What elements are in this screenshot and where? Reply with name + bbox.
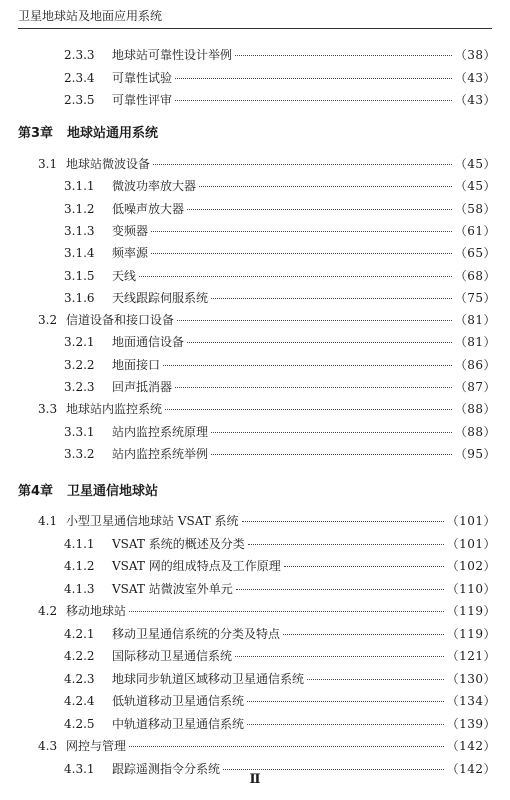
page-number: Ⅱ	[249, 772, 261, 787]
toc-entry[interactable]: 2.3.5 可靠性评审 （43）	[64, 93, 496, 107]
toc-entry[interactable]: 2.3.4 可靠性试验 （43）	[64, 71, 496, 85]
toc-entry[interactable]: 4.1.1 VSAT 系统的概述及分类 （101）	[64, 536, 496, 551]
toc-section-entry[interactable]: 3.3 地球站内监控系统 （88）	[38, 402, 496, 417]
toc-entry[interactable]: 3.3.2 站内监控系统举例 （95）	[64, 446, 496, 461]
toc-entry[interactable]: 4.3.1 跟踪遥测指令分系统 （142）	[64, 761, 496, 776]
toc-entry[interactable]: 4.2.3 地球同步轨道区域移动卫星通信系统 （130）	[64, 671, 496, 686]
toc-entry[interactable]: 3.1.3 变频器 （61）	[64, 223, 496, 238]
toc-entry[interactable]: 4.2.2 国际移动卫星通信系统 （121）	[64, 649, 496, 663]
toc-section-entry[interactable]: 3.2 信道设备和接口设备 （81）	[38, 313, 496, 328]
toc-entry[interactable]: 4.2.5 中轨道移动卫星通信系统 （139）	[64, 716, 496, 731]
toc-entry[interactable]: 3.1.5 天线 （68）	[64, 268, 496, 283]
toc-section-entry[interactable]: 4.2 移动地球站 （119）	[38, 604, 496, 618]
toc-entry[interactable]: 4.1.3 VSAT 站微波室外单元 （110）	[64, 581, 496, 596]
toc-entry[interactable]: 3.2.1 地面通信设备 （81）	[64, 335, 496, 350]
toc-entry[interactable]: 3.3.1 站内监控系统原理 （88）	[64, 424, 496, 439]
toc-section-entry[interactable]: 3.1 地球站微波设备 （45）	[38, 157, 496, 171]
toc-entry[interactable]: 4.2.4 低轨道移动卫星通信系统 （134）	[64, 694, 496, 708]
toc-entry[interactable]: 4.2.1 移动卫星通信系统的分类及特点 （119）	[64, 626, 496, 641]
toc-entry[interactable]: 3.1.2 低噪声放大器 （58）	[64, 201, 496, 216]
running-header	[18, 8, 492, 29]
running-header-title: 卫星地球站及地面应用系统	[18, 9, 163, 23]
toc-entry[interactable]: 2.3.3 地球站可靠性设计举例 （38）	[64, 48, 496, 62]
toc-section-entry[interactable]: 4.3 网控与管理 （142）	[38, 739, 496, 753]
toc-entry[interactable]: 3.1.4 频率源 （65）	[64, 246, 496, 261]
toc-entry[interactable]: 3.1.6 天线跟踪伺服系统 （75）	[64, 290, 496, 305]
toc-section-entry[interactable]: 4.1 小型卫星通信地球站 VSAT 系统 （101）	[38, 514, 496, 528]
chapter-heading[interactable]: 第3章 地球站通用系统	[18, 126, 159, 141]
toc-entry[interactable]: 3.2.2 地面接口 （86）	[64, 357, 496, 372]
toc-entry[interactable]: 4.1.2 VSAT 网的组成特点及工作原理 （102）	[64, 559, 496, 573]
chapter-heading[interactable]: 第4章 卫星通信地球站	[18, 484, 159, 499]
toc-entry[interactable]: 3.1.1 微波功率放大器 （45）	[64, 179, 496, 194]
toc-entry[interactable]: 3.2.3 回声抵消器 （87）	[64, 380, 496, 394]
